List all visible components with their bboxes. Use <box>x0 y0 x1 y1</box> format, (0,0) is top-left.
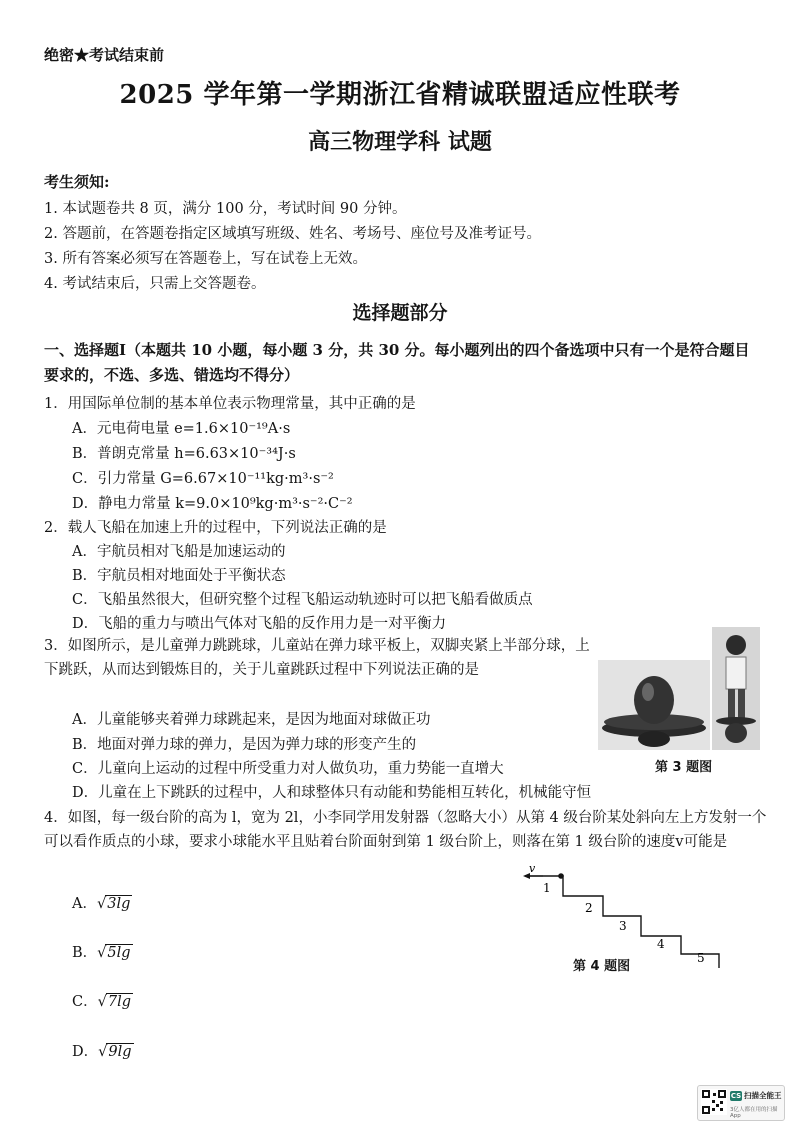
question-3-option-c: C．儿童向上运动的过程中所受重力对人做负功，重力势能一直增大 <box>72 761 504 777</box>
sqrt-expression: √9lg <box>98 1044 132 1060</box>
section-title: 选择题部分 <box>352 302 448 324</box>
staircase-diagram <box>515 862 730 970</box>
question-1-option-d: D．静电力常量 k=9.0×10⁹kg·m³·s⁻²·C⁻² <box>72 496 353 512</box>
notice-item: 3. 所有答案必须写在答题卷上，写在试卷上无效。 <box>44 251 367 267</box>
question-2-stem: 2．载人飞船在加速上升的过程中，下列说法正确的是 <box>44 520 387 536</box>
question-4-option-b <box>72 941 133 962</box>
step-label: 2 <box>585 901 593 915</box>
question-1-option-a: A．元电荷电量 e=1.6×10⁻¹⁹A·s <box>72 421 291 437</box>
step-label: 4 <box>657 937 665 951</box>
question-1-option-b: B．普朗克常量 h=6.63×10⁻³⁴J·s <box>72 446 296 462</box>
child-on-ball-photo <box>712 627 760 750</box>
question-3-option-b: B．地面对弹力球的弹力，是因为弹力球的形变产生的 <box>72 737 417 753</box>
question-1-option-c: C．引力常量 G=6.67×10⁻¹¹kg·m³·s⁻² <box>72 471 334 487</box>
question-3-stem: 3．如图所示，是儿童弹力跳跳球，儿童站在弹力球平板上，双脚夹紧上半部分球，上下跳跃，从而达到锻炼目的，关于儿童跳跃过程中下列说法正确的是 <box>44 638 590 678</box>
question-4-option-a <box>72 892 132 913</box>
option-letter: C． <box>72 994 98 1010</box>
question-2-option-d: D．飞船的重力与喷出气体对飞船的反作用力是一对平衡力 <box>72 616 447 632</box>
question-4-option-c <box>72 990 133 1011</box>
radicand: 7lg <box>107 994 132 1010</box>
figure-3-caption: 第 3 题图 <box>655 760 713 775</box>
ball-dot <box>558 873 564 879</box>
option-letter: A． <box>72 896 97 912</box>
notice-item: 1. 本试题卷共 8 页，满分 100 分，考试时间 90 分钟。 <box>44 201 407 217</box>
notice-item: 4. 考试结束后，只需上交答题卷。 <box>44 276 266 292</box>
scanner-app-name: 扫描全能王 <box>744 1091 782 1100</box>
question-3-option-d: D．儿童在上下跳跃的过程中，人和球整体只有动能和势能相互转化，机械能守恒 <box>72 785 592 801</box>
confidential-label: 绝密★考试结束前 <box>44 46 165 64</box>
question-4-stem: 4．如图，每一级台阶的高为 l，宽为 2l，小李同学用发射器（忽略大小）从第 4 级台阶某处斜向左上方发射一个可以看作质点的小球，要求小球能水平且贴着台阶面射到第 1 级台阶上，则落在第 1 级台阶的速度v可能是 <box>44 810 767 850</box>
qr-code-icon <box>701 1089 727 1115</box>
step-label: 5 <box>697 951 705 965</box>
question-2-option-b: B．宇航员相对地面处于平衡状态 <box>72 568 286 584</box>
exam-title: 2025 学年第一学期浙江省精诚联盟适应性联考 <box>119 80 681 110</box>
question-4-option-d <box>72 1040 134 1061</box>
question-2-option-c: C．飞船虽然很大，但研究整个过程飞船运动轨迹时可以把飞船看做质点 <box>72 592 533 608</box>
step-label: 3 <box>619 919 627 933</box>
sqrt-expression: √7lg <box>97 994 132 1010</box>
radicand: 9lg <box>108 1044 132 1060</box>
part-instructions: 一、选择题Ⅰ（本题共 10 小题，每小题 3 分，共 30 分。每小题列出的四个备选项中只有一个是符合题目要求的，不选、多选、错选均不得分） <box>44 341 750 384</box>
exam-subtitle: 高三物理学科 试题 <box>308 129 492 155</box>
figure-4-caption: 第 4 题图 <box>573 959 631 974</box>
option-letter: D． <box>72 1044 99 1060</box>
question-3-option-a: A．儿童能够夹着弹力球跳起来，是因为地面对球做正功 <box>72 712 431 728</box>
sqrt-expression: √3lg <box>96 896 131 912</box>
radicand: 5lg <box>107 945 131 961</box>
bounce-ball-photo <box>598 660 710 750</box>
sqrt-expression: √5lg <box>97 945 131 961</box>
velocity-label: v <box>529 862 536 875</box>
scanner-badge-icon: CS <box>730 1092 742 1100</box>
scanner-tagline: 3亿人都在用的扫描App <box>730 1107 778 1119</box>
notice-item: 2. 答题前，在答题卷指定区域填写班级、姓名、考场号、座位号及准考证号。 <box>44 226 541 242</box>
option-letter: B． <box>72 945 98 961</box>
notice-heading: 考生须知: <box>44 173 110 191</box>
question-1-stem: 1．用国际单位制的基本单位表示物理常量，其中正确的是 <box>44 396 416 412</box>
step-label: 1 <box>543 881 551 895</box>
question-2-option-a: A．宇航员相对飞船是加速运动的 <box>72 544 286 560</box>
scanner-watermark <box>697 1085 785 1121</box>
radicand: 3lg <box>107 896 131 912</box>
